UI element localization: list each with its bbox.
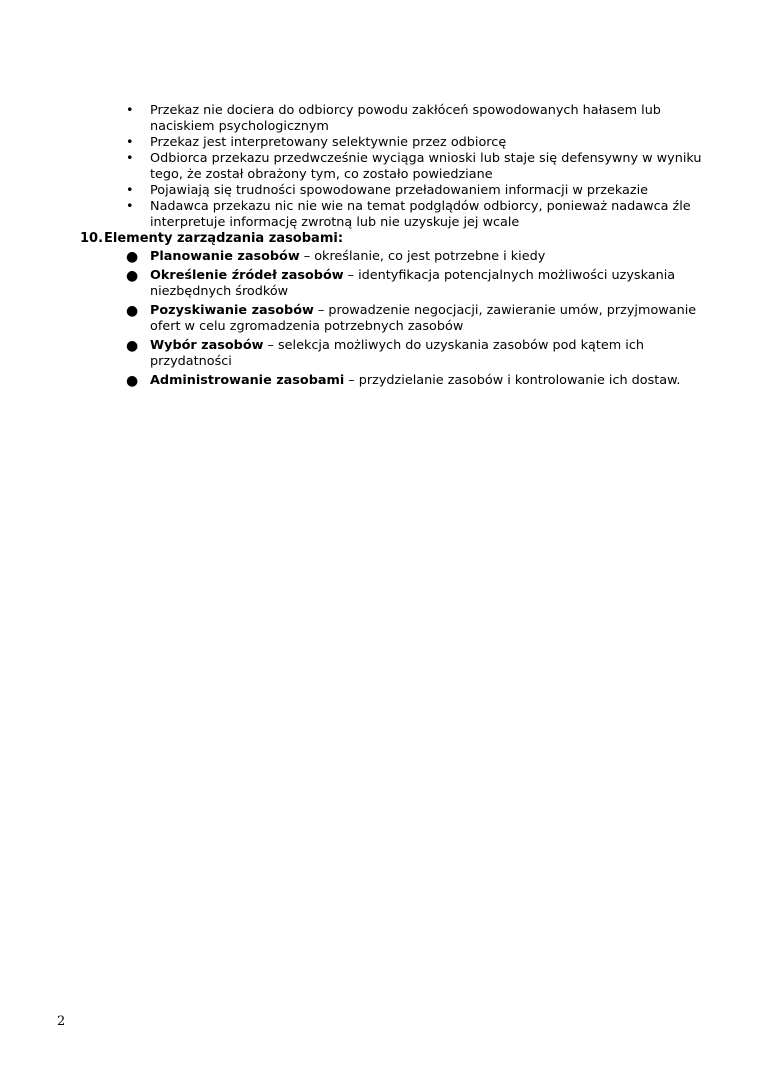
bullet-icon: ● (126, 268, 139, 284)
communication-barriers-list (126, 103, 716, 231)
list-item: • Przekaz nie dociera do odbiorcy powodu zakłóceń spowodowanych hałasem lub naciskiem psychologicznym (126, 103, 661, 134)
list-item: • Pojawiają się trudności spowodowane przeładowaniem informacji w przekazie (126, 183, 649, 198)
list-item (126, 303, 716, 335)
item-text: – prowadzenie negocjacji, zawieranie umów, przyjmowanie ofert w celu zgromadzenia potrzebnych zasobów (150, 303, 697, 334)
list-item: • Przekaz jest interpretowany selektywnie przez odbiorcę (126, 135, 507, 150)
resource-management-list (126, 249, 716, 392)
bullet-icon: ● (126, 303, 139, 319)
list-item (126, 268, 716, 300)
list-item: • Nadawca przekazu nic nie wie na temat podglądów odbiorcy, ponieważ nadawca źle interpretuje informację zwrotną lub nie uzyskuje jej wcale (126, 199, 691, 230)
section-heading (80, 231, 343, 247)
item-text: – identyfikacja potencjalnych możliwości uzyskania niezbędnych środków (150, 268, 676, 299)
item-term: Określenie źródeł zasobów (150, 268, 344, 283)
list-item (126, 373, 716, 389)
page-number: 2 (57, 1014, 66, 1029)
bullet-icon: • (126, 183, 134, 198)
section-number: 10. (80, 231, 104, 246)
bullet-icon: • (126, 151, 134, 166)
bullet-icon: • (126, 135, 134, 150)
bullet-icon: • (126, 199, 134, 214)
section-title: Elementy zarządzania zasobami: (104, 231, 344, 246)
item-term: Administrowanie zasobami (150, 373, 345, 388)
item-term: Pozyskiwanie zasobów (150, 303, 314, 318)
bullet-icon: ● (126, 249, 139, 265)
item-text: – selekcja możliwych do uzyskania zasobów pod kątem ich przydatności (150, 338, 644, 369)
bullet-icon: • (126, 103, 134, 118)
list-item: • Odbiorca przekazu przedwcześnie wyciąga wnioski lub staje się defensywny w wyniku tego, że został obrażony tym, co zostało powiedziane (126, 151, 702, 182)
item-text: – przydzielanie zasobów i kontrolowanie ich dostaw. (344, 373, 681, 388)
list-item (126, 338, 716, 370)
list-item (126, 249, 716, 265)
item-term: Wybór zasobów (150, 338, 264, 353)
bullet-icon: ● (126, 338, 139, 354)
item-term: Planowanie zasobów (150, 249, 300, 264)
bullet-icon: ● (126, 373, 139, 389)
item-text: – określanie, co jest potrzebne i kiedy (299, 249, 546, 264)
